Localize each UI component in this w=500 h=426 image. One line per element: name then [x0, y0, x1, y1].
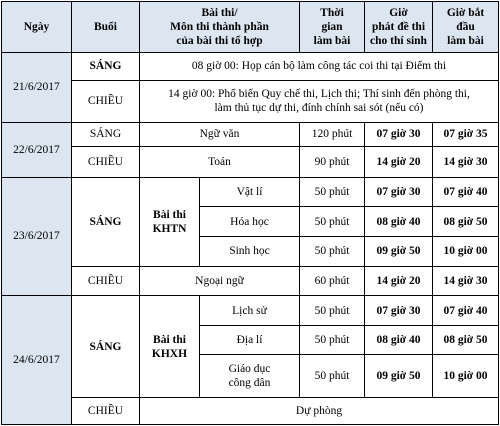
subject-cell: Ngoại ngữ [140, 266, 300, 296]
table-row [2, 296, 499, 326]
subject-cell: Địa lí [200, 325, 300, 355]
header-row [2, 2, 499, 53]
table-row [2, 53, 499, 81]
session-cell: CHIỀU [72, 266, 140, 296]
table-row [2, 147, 499, 178]
day-cell: 22/6/2017 [2, 122, 72, 177]
duration-cell: 50 phút [300, 177, 365, 207]
group-cell: Bài thi KHTN [140, 177, 200, 266]
header-handout-time: Giờ phát đề thi cho thí sinh [365, 2, 433, 53]
duration-cell: 50 phút [300, 236, 365, 266]
table-row [2, 122, 499, 147]
header-duration: Thời gian làm bài [300, 2, 365, 53]
header-date: Ngày [2, 2, 72, 53]
subject-cell: Vật lí [200, 177, 300, 207]
subject-cell: Ngữ văn [140, 122, 300, 147]
handout-cell: 07 giờ 30 [365, 177, 433, 207]
note-cell: 08 giờ 00: Họp cán bộ làm công tác coi thi tại Điểm thi [140, 53, 499, 81]
session-cell: CHIỀU [72, 147, 140, 178]
handout-cell: 14 giờ 20 [365, 147, 433, 178]
session-cell: SÁNG [72, 53, 140, 81]
exam-schedule-table [1, 1, 499, 425]
handout-cell: 09 giờ 50 [365, 236, 433, 266]
duration-cell: 50 phút [300, 207, 365, 237]
handout-cell: 07 giờ 30 [365, 296, 433, 326]
handout-cell: 07 giờ 30 [365, 122, 433, 147]
header-start-time: Giờ bắt đầu làm bài [433, 2, 499, 53]
start-cell: 14 giờ 30 [433, 147, 499, 178]
day-cell: 23/6/2017 [2, 177, 72, 296]
session-cell: CHIỀU [72, 80, 140, 122]
handout-cell: 14 giờ 20 [365, 266, 433, 296]
subject-cell: Sinh học [200, 236, 300, 266]
header-session: Buổi [72, 2, 140, 53]
handout-cell: 09 giờ 50 [365, 355, 433, 398]
header-subject: Bài thi/ Môn thi thành phần của bài thi tổ hợp [140, 2, 300, 53]
duration-cell: 50 phút [300, 325, 365, 355]
day-cell: 21/6/2017 [2, 53, 72, 122]
group-cell: Bài thi KHXH [140, 296, 200, 398]
table-row [2, 398, 499, 425]
handout-cell: 08 giờ 40 [365, 325, 433, 355]
table-row [2, 266, 499, 296]
note-cell: Dự phòng [140, 398, 499, 425]
start-cell: 07 giờ 40 [433, 177, 499, 207]
start-cell: 07 giờ 35 [433, 122, 499, 147]
subject-cell: Giáo dục công dân [200, 355, 300, 398]
subject-cell: Hóa học [200, 207, 300, 237]
duration-cell: 50 phút [300, 296, 365, 326]
duration-cell: 120 phút [300, 122, 365, 147]
start-cell: 14 giờ 30 [433, 266, 499, 296]
start-cell: 10 giờ 00 [433, 355, 499, 398]
subject-cell: Toán [140, 147, 300, 178]
subject-cell: Lịch sử [200, 296, 300, 326]
day-cell: 24/6/2017 [2, 296, 72, 425]
start-cell: 08 giờ 50 [433, 325, 499, 355]
duration-cell: 60 phút [300, 266, 365, 296]
handout-cell: 08 giờ 40 [365, 207, 433, 237]
start-cell: 08 giờ 50 [433, 207, 499, 237]
session-cell: SÁNG [72, 177, 140, 266]
session-cell: SÁNG [72, 296, 140, 398]
session-cell: CHIỀU [72, 398, 140, 425]
duration-cell: 90 phút [300, 147, 365, 178]
table-row [2, 80, 499, 122]
table-row [2, 177, 499, 207]
session-cell: SÁNG [72, 122, 140, 147]
duration-cell: 50 phút [300, 355, 365, 398]
start-cell: 07 giờ 40 [433, 296, 499, 326]
start-cell: 10 giờ 00 [433, 236, 499, 266]
note-cell: 14 giờ 00: Phổ biến Quy chế thi, Lịch thi; Thí sinh đến phòng thi, làm thủ tục dự thi, đính chính sai sót (nếu có) [140, 80, 499, 122]
